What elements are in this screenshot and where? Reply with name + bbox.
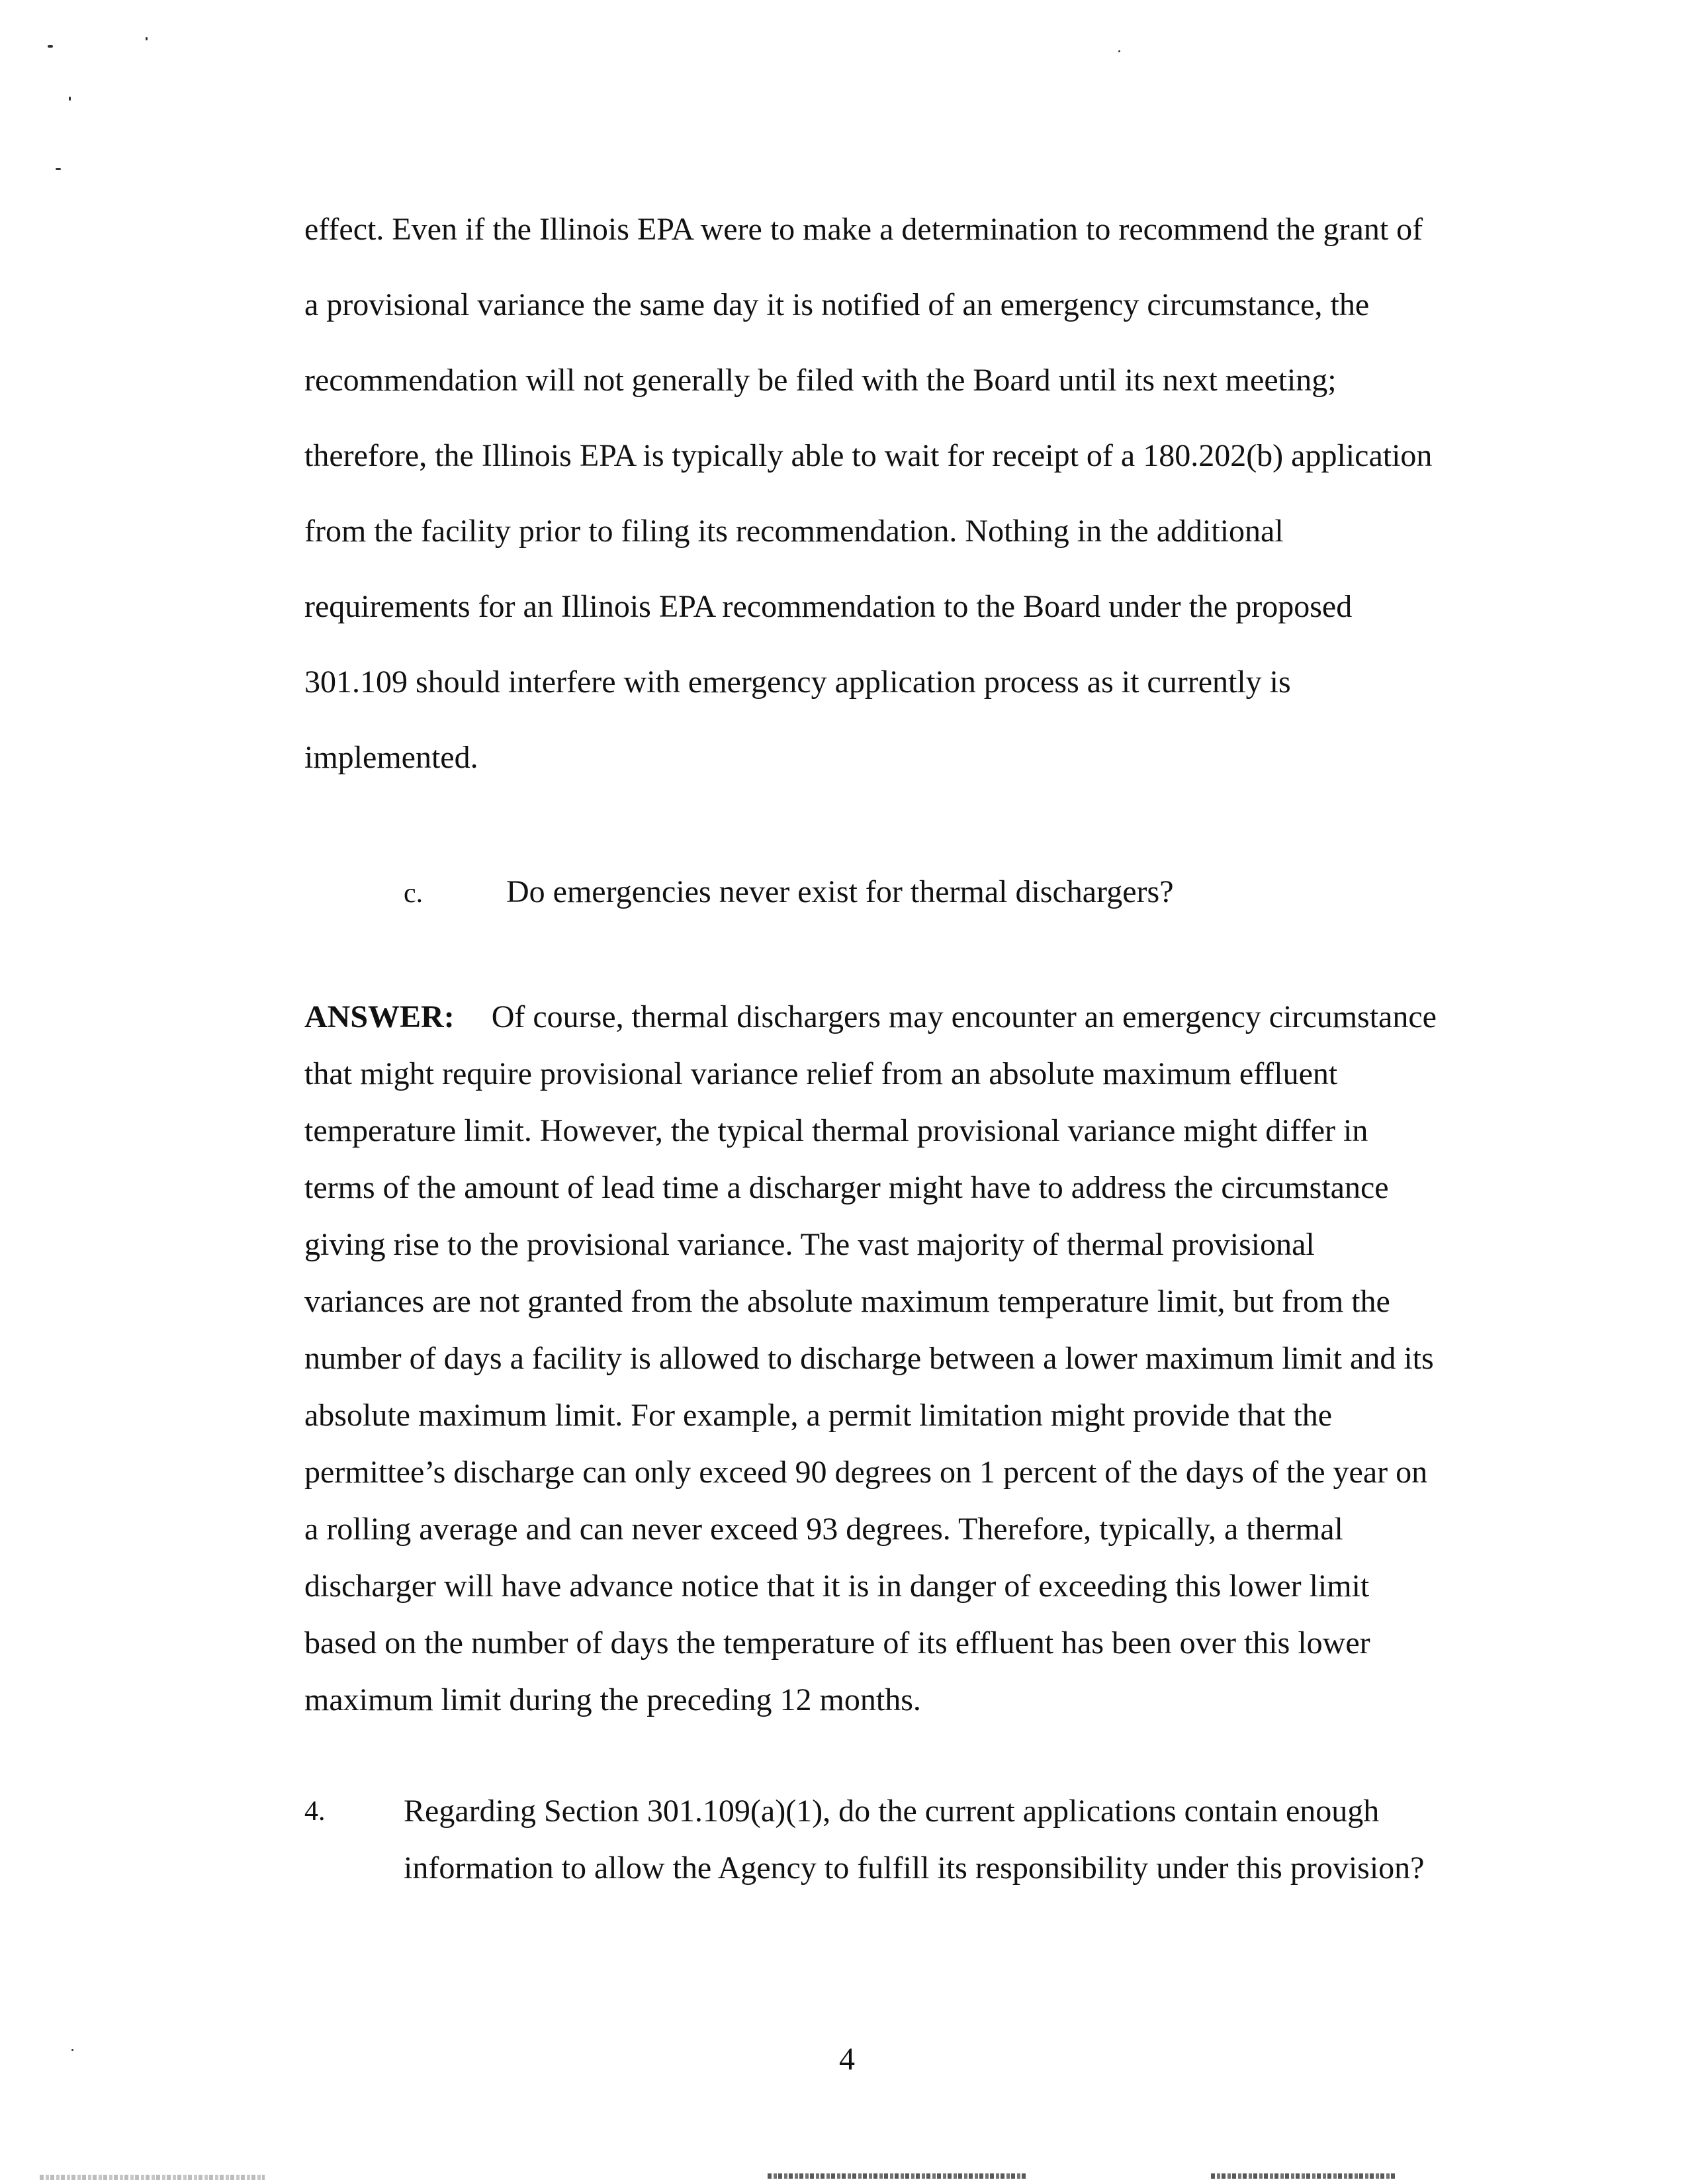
scan-speck [146, 37, 148, 40]
scan-speck [1118, 50, 1120, 52]
scan-speck [71, 2049, 73, 2051]
answer-text: Of course, thermal dischargers may encounter an emergency circumstance that might require provisional variance relief from an absolute maximum effluent temperature limit. However, the typical thermal provisional variance might differ in terms of the amount of lead time a discharger might have to address the circumstance giving rise to the provisional variance. The vast majority of thermal provisional variances are not granted from the absolute maximum temperature limit, but from the number of days a facility is allowed to discharge between a lower maximum limit and its absolute maximum limit. For example, a permit limitation might provide that the permittee’s discharge can only exceed 90 degrees on 1 percent of the days of the year on a rolling average and can never exceed 93 degrees. Therefore, typically, a thermal discharger will have advance notice that it is in danger of exceeding this lower limit based on the number of days the temperature of its effluent has been over this lower maximum limit during the preceding 12 months. [304, 999, 1437, 1717]
page-number: 4 [839, 2042, 855, 2077]
scan-speck [69, 97, 71, 101]
answer-paragraph [304, 989, 1495, 1729]
scan-artifact-bar [40, 2175, 265, 2180]
question-c [304, 872, 1495, 913]
scan-artifact-bar [1211, 2173, 1396, 2179]
scan-speck [56, 168, 61, 170]
scan-speck [48, 45, 53, 48]
body-paragraph-continued: effect. Even if the Illinois EPA were to make a determination to recommend the grant of a provisional variance the same day it is notified of an emergency circumstance, the recommendation will not generally be filed with the Board until its next meeting; therefore, the Illinois EPA is typically able to wait for receipt of a 180.202(b) application from the facility prior to filing its recommendation. Nothing in the additional requirements for an Illinois EPA recommendation to the Board under the proposed 301.109 should interfere with emergency application process as it currently is implemented. [304, 212, 1433, 775]
answer-label: ANSWER: [304, 999, 455, 1034]
question-4-number: 4. [304, 1796, 326, 1827]
scan-artifact-bar [768, 2173, 1026, 2179]
question-c-text: Do emergencies never exist for thermal dischargers? [506, 874, 1174, 909]
question-c-label: c. [404, 878, 424, 909]
question-4-text: Regarding Section 301.109(a)(1), do the current applications contain enough information to allow the Agency to fulfill its responsibility under this provision? [404, 1794, 1425, 1886]
question-4 [304, 1783, 1495, 1897]
